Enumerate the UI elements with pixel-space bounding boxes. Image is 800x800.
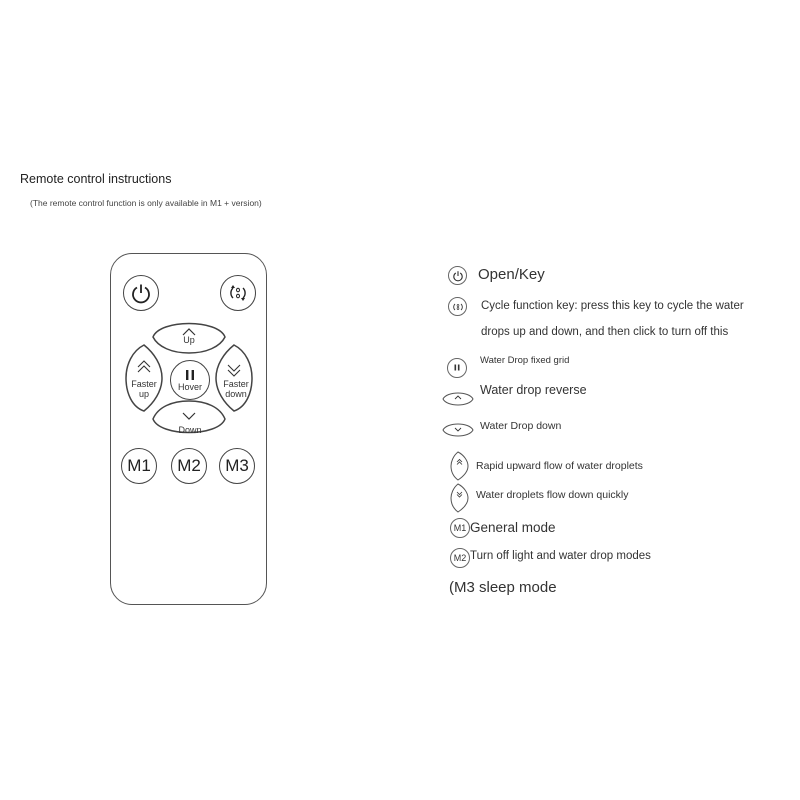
up-label: Up bbox=[183, 335, 195, 345]
faster-down-label-line1: Faster bbox=[223, 379, 249, 389]
m3-label: M3 bbox=[225, 456, 249, 475]
legend-up-icon bbox=[441, 389, 475, 409]
faster-up-label-line2: up bbox=[138, 389, 149, 399]
legend-cycle-line2: drops up and down, and then click to turn off this bbox=[481, 326, 729, 338]
legend-down-icon bbox=[441, 420, 475, 440]
faster-down-button[interactable] bbox=[216, 345, 252, 411]
legend-reverse: Water drop reverse bbox=[480, 383, 587, 397]
cycle-icon bbox=[227, 282, 249, 304]
legend-flow-down: Water droplets flow down quickly bbox=[476, 489, 629, 501]
faster-up-label-line1: Faster bbox=[131, 379, 157, 389]
cycle-button[interactable] bbox=[220, 275, 256, 311]
legend-cycle-line1: Cycle function key: press this key to cycle the water bbox=[481, 300, 744, 312]
legend-power-icon bbox=[448, 266, 467, 285]
legend-rapid-up: Rapid upward flow of water droplets bbox=[476, 460, 643, 472]
legend-m1-text: General mode bbox=[470, 520, 556, 535]
page-subtitle: (The remote control function is only available in M1 + version) bbox=[30, 198, 262, 208]
m3-button[interactable] bbox=[219, 448, 255, 484]
power-button[interactable] bbox=[123, 275, 159, 311]
legend-faster-down-icon bbox=[450, 482, 470, 514]
legend-m1-icon: M1 bbox=[450, 518, 470, 538]
down-label: Down bbox=[178, 425, 202, 435]
legend-m3-text: (M3 sleep mode bbox=[449, 579, 557, 596]
m1-label: M1 bbox=[127, 456, 151, 475]
legend-fixed-grid: Water Drop fixed grid bbox=[480, 355, 570, 366]
m2-button[interactable] bbox=[171, 448, 207, 484]
legend-hover-icon bbox=[447, 358, 467, 378]
legend-m2-text: Turn off light and water drop modes bbox=[470, 550, 651, 562]
legend-down: Water Drop down bbox=[480, 420, 562, 432]
legend-m2-icon: M2 bbox=[450, 548, 470, 568]
faster-up-button[interactable] bbox=[126, 345, 162, 411]
power-icon bbox=[130, 282, 152, 304]
hover-button[interactable] bbox=[170, 360, 210, 400]
page-title: Remote control instructions bbox=[20, 172, 172, 186]
legend-cycle-icon bbox=[448, 297, 467, 316]
legend-faster-up-icon bbox=[450, 450, 470, 482]
hover-label: Hover bbox=[177, 381, 202, 392]
m1-button[interactable] bbox=[121, 448, 157, 484]
faster-down-label-line2: down bbox=[225, 389, 247, 399]
pause-icon bbox=[184, 369, 196, 381]
m2-label: M2 bbox=[177, 456, 201, 475]
legend-open-key: Open/Key bbox=[478, 266, 545, 283]
